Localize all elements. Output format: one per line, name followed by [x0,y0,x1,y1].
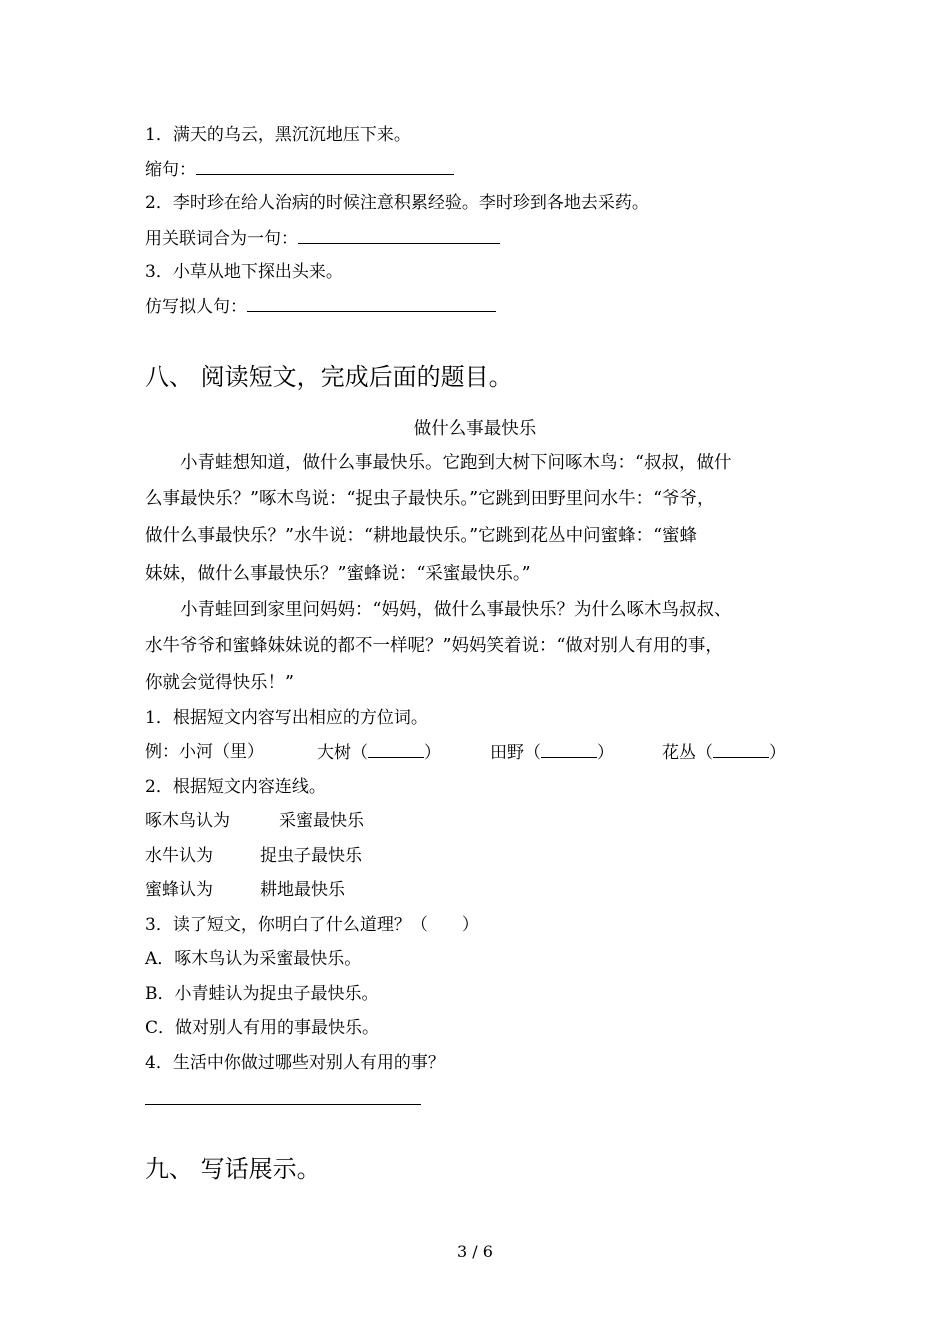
match-left-item[interactable]: 水牛认为 [145,846,213,866]
combine-answer-blank[interactable] [298,227,500,244]
passage-line: 水牛爷爷和蜜蜂妹妹说的都不一样呢？”妈妈笑着说：“做对别人有用的事， [145,636,723,656]
condense-answer-blank[interactable] [196,158,454,175]
example-item: 例：小河（里） [145,742,264,762]
question-2-text: 2．根据短文内容连线。 [145,777,326,797]
question-3-answer [145,295,496,318]
question-3-text: 3．小草从地下探出头来。 [145,262,343,282]
passage-line: 小青蛙想知道，做什么事最快乐。它跑到大树下问啄木鸟：“叔叔，做什 [180,453,732,473]
personification-answer-blank[interactable] [247,295,496,312]
answer-line[interactable] [145,1104,421,1105]
question-2-text: 2．李时珍在给人治病的时候注意积累经验。李时珍到各地去采药。 [145,193,649,213]
passage-title: 做什么事最快乐 [413,419,537,439]
option-a[interactable]: A．啄木鸟认为采蜜最快乐。 [145,949,362,969]
close-paren: ） [769,743,786,763]
question-1-text: 1．满天的乌云，黑沉沉地压下来。 [145,125,411,145]
flower-answer-blank[interactable] [713,741,769,758]
close-paren: ） [424,743,441,763]
direction-item-tree [317,741,441,764]
close-paren: ） [597,743,614,763]
tree-answer-blank[interactable] [368,741,424,758]
option-c[interactable]: C．做对别人有用的事最快乐。 [145,1018,380,1038]
section-8-heading: 八、 阅读短文，完成后面的题目。 [145,363,513,391]
match-left-item[interactable]: 蜜蜂认为 [145,880,213,900]
question-3-text: 3．读了短文，你明白了什么道理？（ ） [145,915,479,935]
page-number: 3 / 6 [457,1242,493,1261]
match-right-item[interactable]: 捉虫子最快乐 [260,846,362,866]
match-right-item[interactable]: 耕地最快乐 [260,880,345,900]
question-2-answer [145,227,500,250]
question-1-text: 1．根据短文内容写出相应的方位词。 [145,708,428,728]
personification-label: 仿写拟人句： [145,297,247,317]
section-9-heading: 九、 写话展示。 [145,1155,321,1183]
passage-line: 妹妹，做什么事最快乐？”蜜蜂说：“采蜜最快乐。” [145,564,531,584]
condense-label: 缩句： [145,160,196,180]
passage-line: 小青蛙回到家里问妈妈：“妈妈，做什么事最快乐？为什么啄木鸟叔叔、 [180,600,732,620]
combine-label: 用关联词合为一句： [145,229,298,249]
tree-label: 大树（ [317,743,368,763]
direction-item-flower [662,741,786,764]
passage-line: 你就会觉得快乐！” [145,673,294,693]
passage-line: 么事最快乐？”啄木鸟说：“捉虫子最快乐。”它跳到田野里问水牛：“爷爷， [145,489,715,509]
option-b[interactable]: B．小青蛙认为捉虫子最快乐。 [145,984,379,1004]
question-4-text: 4．生活中你做过哪些对别人有用的事？ [145,1053,445,1073]
field-answer-blank[interactable] [541,741,597,758]
direction-item-field [490,741,614,764]
question-1-answer [145,158,454,181]
match-right-item[interactable]: 采蜜最快乐 [279,811,364,831]
match-left-item[interactable]: 啄木鸟认为 [145,811,230,831]
flower-label: 花丛（ [662,743,713,763]
field-label: 田野（ [490,743,541,763]
passage-line: 做什么事最快乐？”水牛说：“耕地最快乐。”它跳到花丛中问蜜蜂：“蜜蜂 [145,526,698,546]
